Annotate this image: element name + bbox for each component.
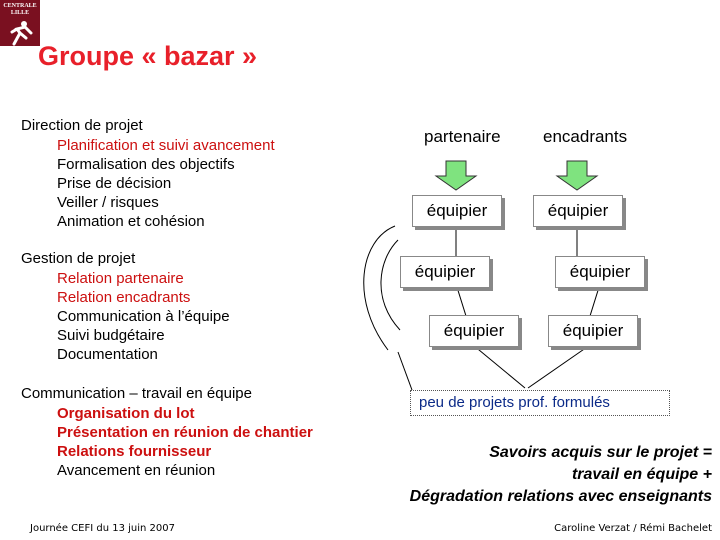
logo-line1: CENTRALE xyxy=(3,3,37,9)
connector-line xyxy=(456,284,466,316)
connector-line xyxy=(590,284,600,316)
partenaire-label: partenaire xyxy=(424,127,501,146)
list-item: Présentation en réunion de chantier xyxy=(57,424,313,441)
list-item: Documentation xyxy=(57,346,158,363)
conclusion-line: travail en équipe + xyxy=(571,466,712,483)
note-box: peu de projets prof. formulés xyxy=(410,390,670,416)
equipier-box: équipier xyxy=(412,195,502,227)
footer-left: Journée CEFI du 13 juin 2007 xyxy=(30,523,175,534)
list-item: Relation encadrants xyxy=(57,289,191,306)
list-item: Veiller / risques xyxy=(57,194,159,211)
bracket-line xyxy=(364,226,395,350)
list-item: Animation et cohésion xyxy=(57,213,205,230)
conclusion-line: Dégradation relations avec enseignants xyxy=(409,488,712,505)
equipier-box: équipier xyxy=(548,315,638,347)
section-heading: Gestion de projet xyxy=(21,250,136,267)
list-item: Prise de décision xyxy=(57,175,172,192)
page-title: Groupe « bazar » xyxy=(38,41,258,71)
equipier-box: équipier xyxy=(400,256,490,288)
list-item: Relations fournisseur xyxy=(57,443,212,460)
encadrants-label: encadrants xyxy=(543,127,628,146)
list-item: Planification et suivi avancement xyxy=(57,137,275,154)
footer-right: Caroline Verzat / Rémi Bachelet xyxy=(554,523,712,534)
down-arrow-icon xyxy=(436,161,476,190)
conclusion-line: Savoirs acquis sur le projet = xyxy=(489,444,712,461)
section-heading: Direction de projet xyxy=(21,117,143,134)
list-item: Relation partenaire xyxy=(57,270,184,287)
list-item: Communication à l’équipe xyxy=(57,308,230,325)
equipier-box: équipier xyxy=(555,256,645,288)
list-item: Suivi budgétaire xyxy=(57,327,165,344)
list-item: Avancement en réunion xyxy=(57,462,216,479)
list-item: Formalisation des objectifs xyxy=(57,156,235,173)
connector-line xyxy=(473,345,525,388)
list-item: Organisation du lot xyxy=(57,405,195,422)
conclusion xyxy=(410,442,712,508)
equipier-box: équipier xyxy=(533,195,623,227)
section-heading: Communication – travail en équipe xyxy=(21,385,252,402)
down-arrow-icon xyxy=(557,161,597,190)
bracket-line xyxy=(381,240,400,330)
connector-line xyxy=(528,345,590,388)
logo-line2: LILLE xyxy=(10,10,30,16)
equipier-box: équipier xyxy=(429,315,519,347)
connector-line xyxy=(398,352,412,390)
